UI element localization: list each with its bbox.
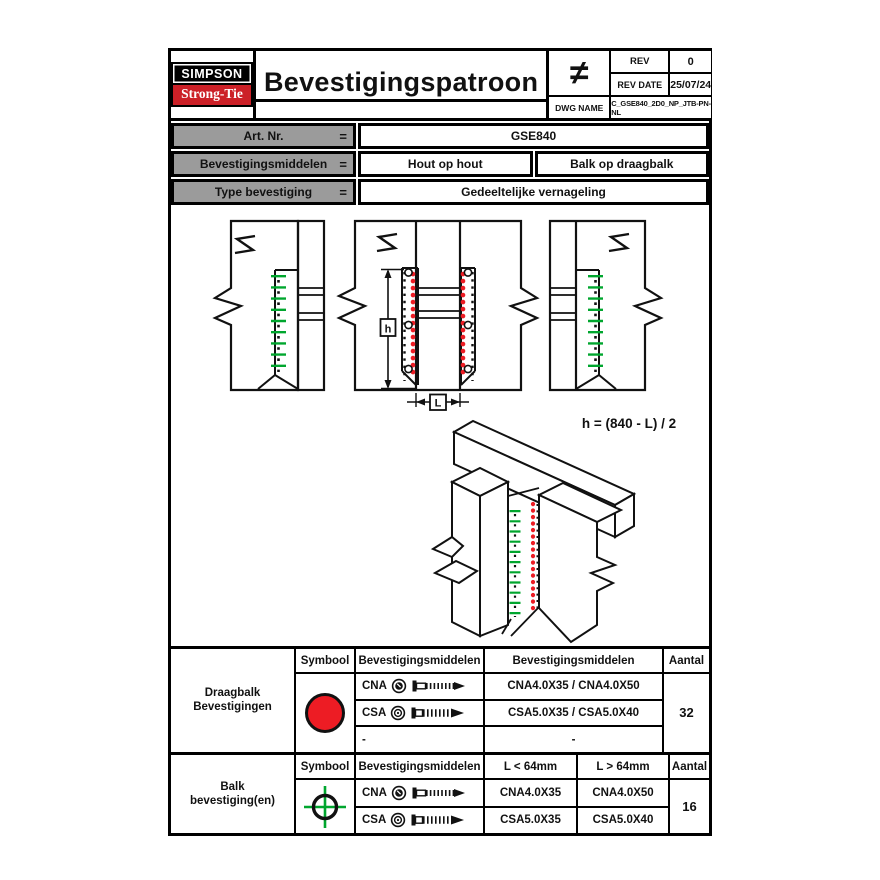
draagbalk-table-title: Draagbalk Bevestigingen [171,649,294,752]
drawing-area [171,205,709,646]
rev-value: 0 [670,51,711,72]
equals-sign: = [339,184,347,200]
art-nr-label [171,123,356,149]
csa-l-large: CSA5.0X40 [578,808,668,834]
draagbalk-table [171,646,709,752]
balk-table [171,752,709,833]
rev-label: REV [611,51,668,72]
right-side-view [550,221,661,390]
dim-h-label: h [384,323,392,336]
h-formula: h = (840 - L) / 2 [581,416,677,431]
break-symbol [235,236,255,253]
red-circle-symbol [305,693,345,733]
header-aantal: Aantal [670,755,709,778]
drawing-sheet [168,48,712,836]
bevestiging-value-2: Balk op draagbalk [535,151,710,177]
crosshair-symbol [302,785,348,829]
bevestigingsmiddelen-label [171,151,356,177]
left-side-view [215,221,324,390]
label-text: Bevestigingsmiddelen [199,157,328,171]
break-symbol [377,234,397,251]
csa-row-name: CSA [356,701,483,726]
label-text: Art. Nr. [243,129,284,143]
csa-l-small: CSA5.0X35 [485,808,576,834]
balk-symbol-cell [296,780,354,833]
type-bevestiging-label [171,179,356,205]
sheet-title: Bevestigingspatroon [256,67,546,102]
header-l-large: L > 64mm [578,755,668,778]
cna-value: CNA4.0X35 / CNA4.0X50 [485,674,662,699]
csa-row-name: CSA [356,808,483,834]
dwg-name-value: C_GSE840_2D0_NP_JTB-PN-NL [611,98,711,117]
simpson-strongtie-logo [171,62,253,107]
sheet-title-cell [256,51,546,118]
csa-head-icon [390,705,406,721]
header-symbool: Symbool [296,755,354,778]
equals-sign: = [339,156,347,172]
logo-simpson-text: SIMPSON [173,64,251,83]
screw-icon [410,812,465,828]
cna-l-small: CNA4.0X35 [485,780,576,806]
rev-date-value: 25/07/24 [670,74,711,95]
art-nr-value: GSE840 [358,123,709,149]
header-aantal: Aantal [664,649,709,672]
info-row-type-bevestiging [171,179,709,205]
info-row-art-nr [171,123,709,149]
cna-head-icon [391,678,407,694]
logo-strongtie-text: Strong-Tie [173,83,251,105]
nail-icon [411,678,466,694]
title-block [171,51,712,121]
draagbalk-symbol-cell [296,674,354,752]
isometric-view [433,421,634,642]
not-equal-icon: ≠ [549,51,609,95]
csa-head-icon [390,812,406,828]
cna-l-large: CNA4.0X50 [578,780,668,806]
cna-head-icon [391,785,407,801]
info-row-bevestigingsmiddelen [171,151,709,177]
header-l-small: L < 64mm [485,755,576,778]
csa-value: CSA5.0X35 / CSA5.0X40 [485,701,662,726]
header-bevestigingsmiddelen-1: Bevestigingsmiddelen [356,649,483,672]
front-view [339,221,537,410]
dwg-name-label: DWG NAME [549,97,609,118]
balk-table-title: Balk bevestiging(en) [171,755,294,833]
type-bevestiging-value: Gedeeltelijke vernageling [358,179,709,205]
header-bevestigingsmiddelen-2: Bevestigingsmiddelen [485,649,662,672]
logo [171,51,256,118]
draagbalk-aantal-value: 32 [664,674,709,752]
screw-icon [410,705,465,721]
empty-row-name: - [356,727,483,752]
cna-row-name: CNA [356,674,483,699]
header-symbool: Symbool [296,649,354,672]
info-table [171,121,709,205]
empty-row-value: - [485,727,662,752]
dim-l-label: L [434,397,442,410]
header-bevestigingsmiddelen: Bevestigingsmiddelen [356,755,483,778]
nail-icon [411,785,466,801]
technical-drawing [171,205,709,646]
break-symbol [609,234,629,251]
cna-row-name: CNA [356,780,483,806]
label-text: Type bevestiging [214,185,313,199]
bevestiging-value-1: Hout op hout [358,151,533,177]
balk-aantal-value: 16 [670,780,709,833]
equals-sign: = [339,128,347,144]
rev-date-label: REV DATE [611,74,668,95]
revision-table [546,51,711,118]
